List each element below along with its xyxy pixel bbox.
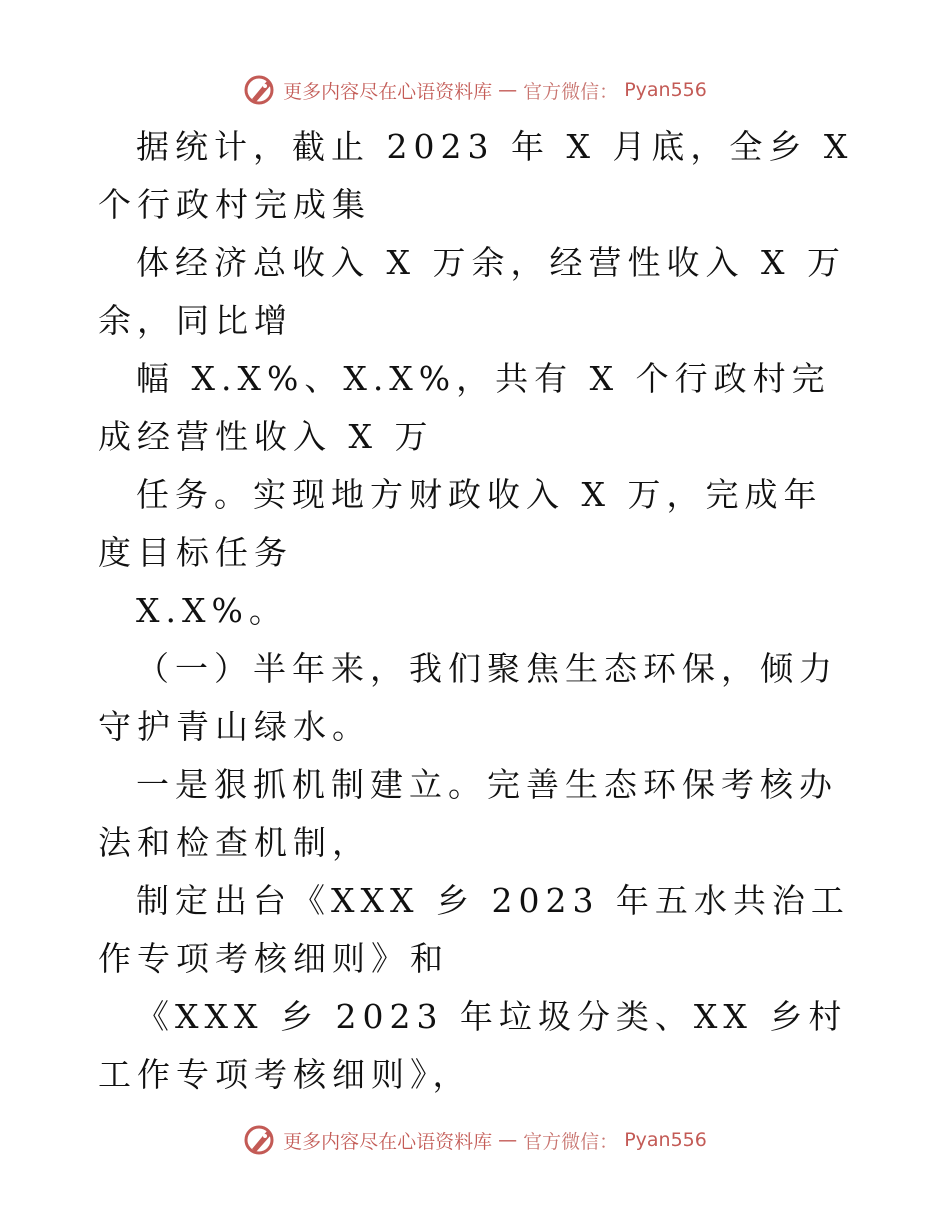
paragraph: 制定出台《XXX 乡 2023 年五水共治工作专项考核细则》和 (98, 881, 850, 978)
pen-nib-seal-icon (243, 73, 277, 107)
footer-watermark (0, 1120, 950, 1160)
document-body (98, 118, 858, 1104)
watermark-wechat-label: 官方微信： (523, 80, 619, 103)
watermark-dash: — (498, 79, 518, 101)
watermark-wechat-label: 官方微信： (523, 1130, 619, 1153)
watermark-wechat-id: Pyan556 (624, 1129, 707, 1151)
paragraph: 任务。实现地方财政收入 X 万，完成年度目标任务 (98, 475, 823, 572)
paragraph: 一是狠抓机制建立。完善生态环保考核办法和检查机制， (98, 765, 838, 862)
header-watermark (0, 70, 950, 110)
paragraph: 体经济总收入 X 万余，经营性收入 X 万余，同比增 (98, 243, 846, 340)
watermark-dash: — (498, 1129, 518, 1151)
watermark-wechat-id: Pyan556 (624, 79, 707, 101)
paragraph: 《XXX 乡 2023 年垃圾分类、XX 乡村工作专项考核细则》， (98, 997, 848, 1094)
paragraph: X.X%。 (136, 591, 288, 630)
paragraph: （一）半年来，我们聚焦生态环保，倾力守护青山绿水。 (98, 649, 838, 746)
paragraph: 据统计，截止 2023 年 X 月底，全乡 X 个行政村完成集 (98, 127, 854, 224)
paragraph: 幅 X.X%、X.X%，共有 X 个行政村完成经营性收入 X 万 (98, 359, 831, 456)
pen-nib-seal-icon (243, 1123, 277, 1157)
watermark-site-text: 更多内容尽在心语资料库 (283, 1130, 493, 1153)
watermark-site-text: 更多内容尽在心语资料库 (283, 80, 493, 103)
